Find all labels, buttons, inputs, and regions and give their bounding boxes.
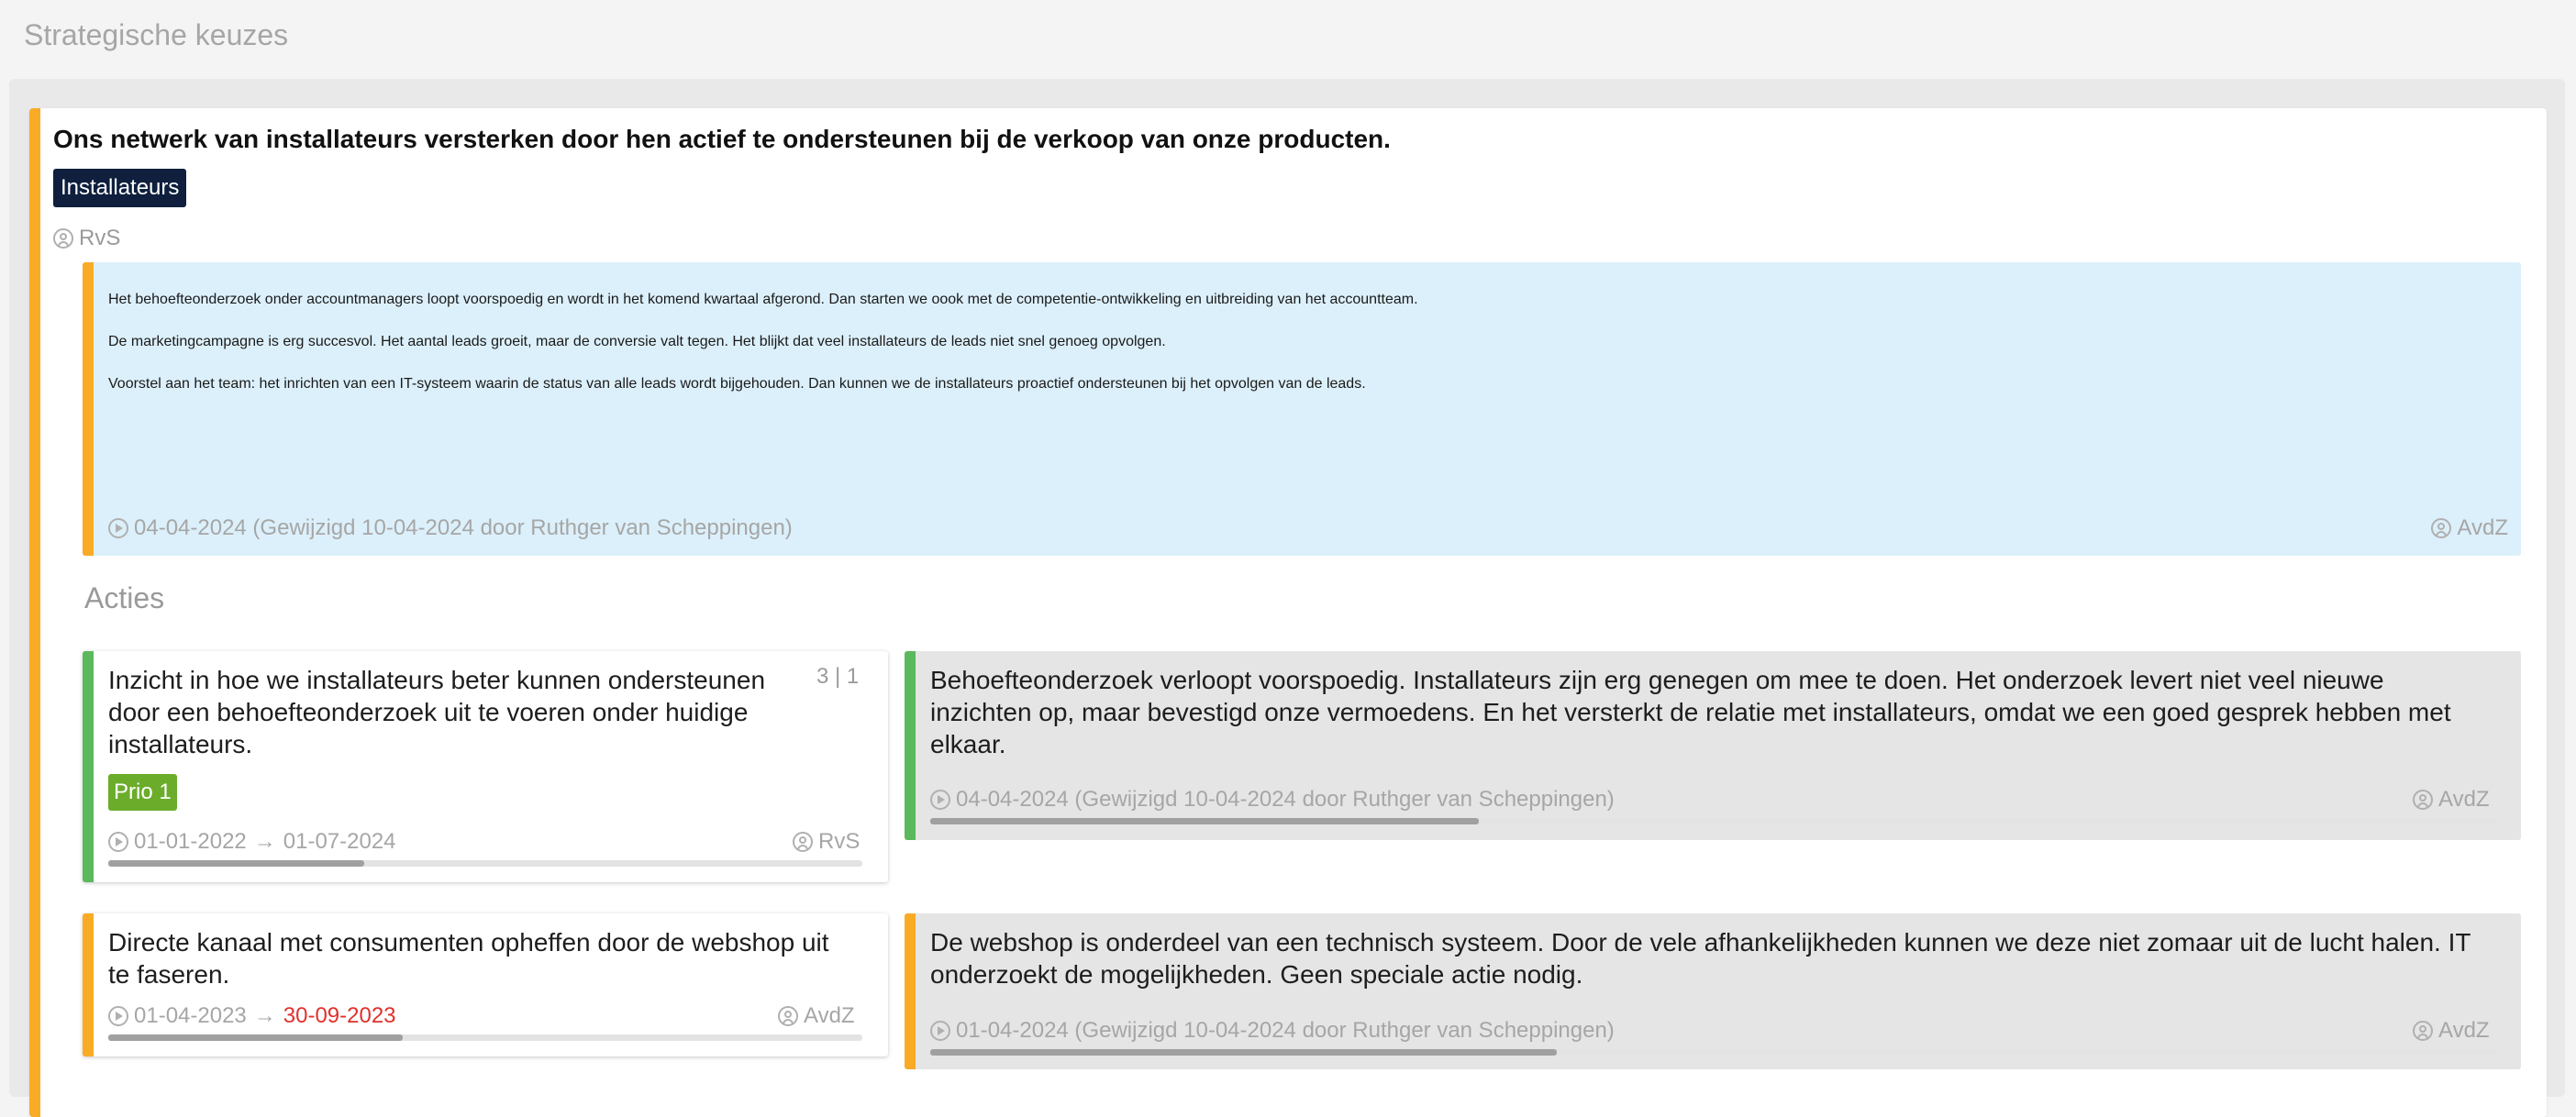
action-text: Directe kanaal met consumenten opheffen door de webshop uit te faseren. <box>108 928 829 989</box>
action-owner-label: AvdZ <box>804 1003 855 1028</box>
action-status-owner <box>2413 1018 2490 1044</box>
play-icon <box>108 1006 128 1026</box>
action-status-owner-label: AvdZ <box>2438 1018 2490 1043</box>
action-status-meta-text: 04-04-2024 (Gewijzigd 10-04-2024 door Ruthger van Scheppingen) <box>956 787 1615 812</box>
action-progress-fill <box>108 1034 403 1041</box>
priority-badge[interactable]: Prio 1 <box>108 774 177 811</box>
action-progress-bar <box>108 1034 862 1041</box>
action-end-date: 01-07-2024 <box>283 829 396 854</box>
action-owner <box>778 1003 855 1029</box>
action-owner-label: RvS <box>818 829 861 854</box>
action-status-progress-fill <box>930 1049 1557 1056</box>
goal-owner-label: RvS <box>79 226 121 250</box>
update-paragraph: Voorstel aan het team: het inrichten van een IT-systeem waarin de status van alle leads wordt bijgehouden. Dan kunnen we de installateurs proactief ondersteunen bij het opvolgen van de leads. <box>108 376 1366 392</box>
action-status-text: Behoefteonderzoek verloopt voorspoedig. Installateurs zijn erg genegen om mee te doen. Het onderzoek levert niet veel nieuwe inzichten op, maar bevestigd onze vermoedens. En het versterkt de relatie met installateurs, omdat we een goed gesprek hebben met elkaar. <box>930 666 2451 758</box>
action-end-date: 30-09-2023 <box>283 1003 396 1028</box>
action-status-progress-bar <box>930 1049 2497 1056</box>
arrow-right-icon: → <box>253 1003 276 1028</box>
goal-update-text <box>108 277 2493 407</box>
action-start-date: 01-01-2022 <box>134 829 247 854</box>
update-paragraph: Het behoefteonderzoek onder accountmanagers loopt voorspoedig en wordt in het komend kwartaal afgerond. Dan starten we oook met de competentie-ontwikkeling en uitbreiding van het accountteam. <box>108 292 1418 307</box>
user-icon <box>2413 1021 2433 1041</box>
play-icon <box>930 1021 950 1041</box>
goal-update-meta <box>108 515 793 541</box>
action-status-progress-fill <box>930 818 1479 824</box>
goal-update-owner-label: AvdZ <box>2457 515 2508 540</box>
action-owner <box>793 829 860 855</box>
action-counter: 3 | 1 <box>816 664 860 689</box>
goal-update-owner <box>2431 515 2508 541</box>
action-status-meta <box>930 1018 1615 1044</box>
goal-title[interactable]: Ons netwerk van installateurs versterken door hen actief te ondersteunen bij de verkoop van onze producten. <box>53 125 1391 153</box>
action-status-meta-text: 01-04-2024 (Gewijzigd 10-04-2024 door Ruthger van Scheppingen) <box>956 1018 1615 1043</box>
update-paragraph: De marketingcampagne is erg succesvol. Het aantal leads groeit, maar de conversie valt tegen. Het blijkt dat veel installateurs de leads niet snel genoeg opvolgen. <box>108 334 1166 349</box>
play-icon <box>930 790 950 810</box>
action-start-date: 01-04-2023 <box>134 1003 247 1028</box>
action-status-progress-bar <box>930 818 2497 824</box>
actions-heading: Acties <box>84 581 165 614</box>
play-icon <box>108 518 128 538</box>
user-icon <box>53 228 73 249</box>
action-progress-bar <box>108 860 862 867</box>
user-icon <box>2413 790 2433 810</box>
action-status-owner <box>2413 787 2490 813</box>
user-icon <box>2431 518 2451 538</box>
user-icon <box>778 1006 798 1026</box>
goal-owner <box>53 226 120 251</box>
goal-update-meta-text: 04-04-2024 (Gewijzigd 10-04-2024 door Ruthger van Scheppingen) <box>134 515 793 540</box>
action-status-text: De webshop is onderdeel van een technisch systeem. Door de vele afhankelijkheden kunnen we deze niet zomaar uit de lucht halen. IT onderzoekt de mogelijkheden. Geen speciale actie nodig. <box>930 928 2471 989</box>
arrow-right-icon: → <box>253 829 276 854</box>
action-progress-fill <box>108 860 364 867</box>
page-title: Strategische keuzes <box>24 18 289 51</box>
user-icon <box>793 832 813 852</box>
action-dates <box>108 829 396 855</box>
action-status-meta <box>930 787 1615 813</box>
action-status-owner-label: AvdZ <box>2438 787 2490 812</box>
action-dates <box>108 1003 396 1029</box>
goal-tag[interactable]: Installateurs <box>53 169 186 207</box>
play-icon <box>108 832 128 852</box>
action-text: Inzicht in hoe we installateurs beter kunnen ondersteunen door een behoefteonderzoek uit te voeren onder huidige installateurs. <box>108 666 766 758</box>
